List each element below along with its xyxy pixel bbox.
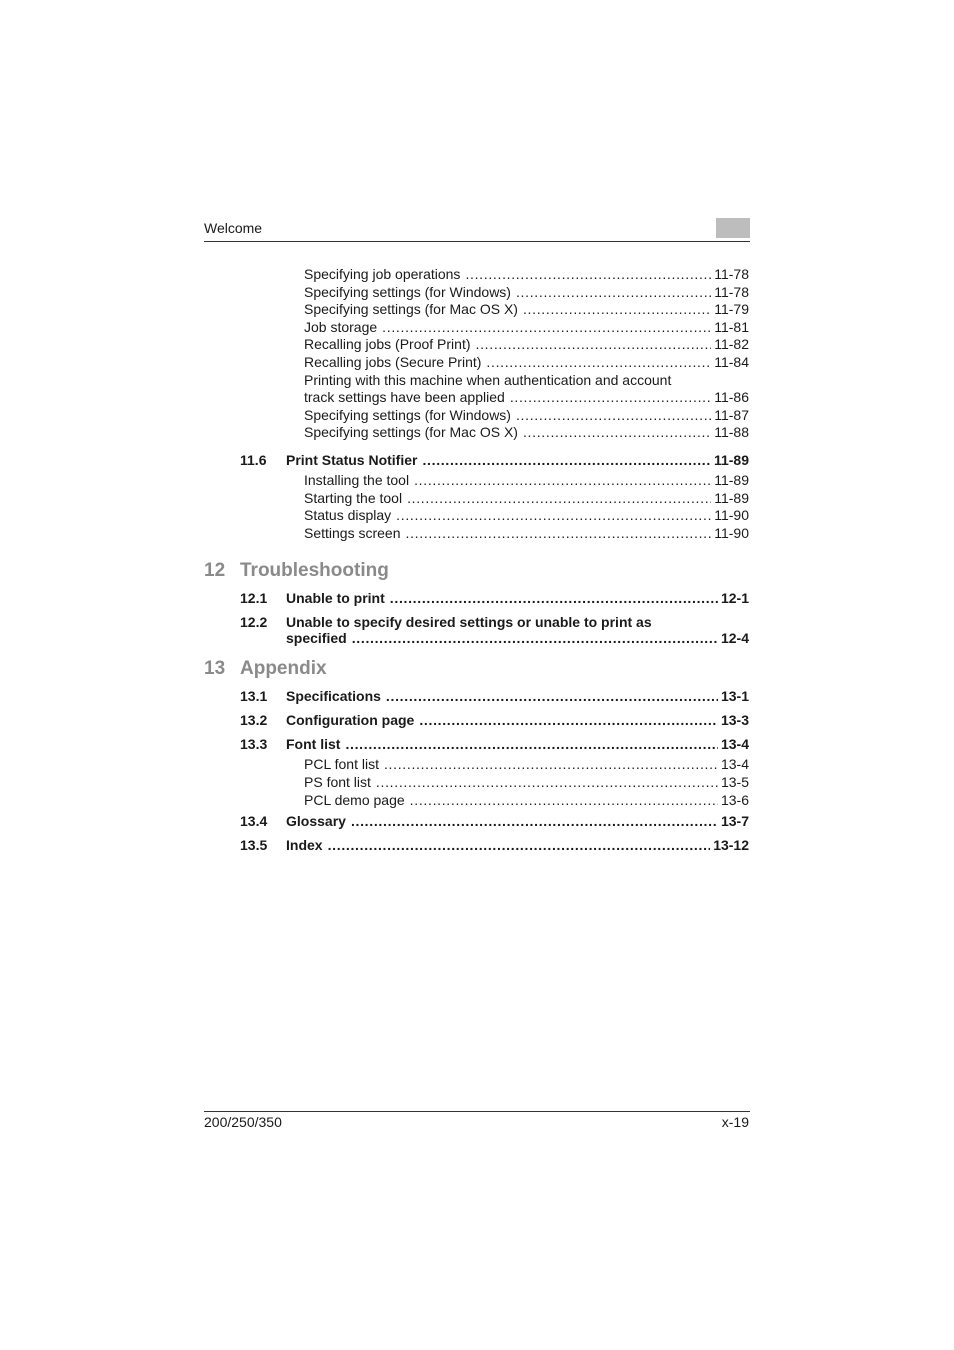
section-title-line2: specified xyxy=(286,630,347,647)
toc-entry-page: 11-90 xyxy=(714,507,749,524)
toc-entry-title: PCL font list xyxy=(304,756,379,773)
section-title: Glossary xyxy=(286,813,346,830)
footer-page-number: x-19 xyxy=(721,1114,749,1130)
toc-entry[interactable] xyxy=(304,490,749,508)
section-number: 11.6 xyxy=(240,451,267,468)
toc-entry-page: 11-82 xyxy=(714,336,749,353)
toc-entry[interactable] xyxy=(304,507,749,525)
toc-entry-wrapped-line2[interactable] xyxy=(304,389,749,407)
leader-dots xyxy=(414,472,711,490)
toc-entry-title: Recalling jobs (Proof Print) xyxy=(304,336,471,353)
toc-section-12-2[interactable] xyxy=(204,614,749,646)
toc-entry-page: 11-78 xyxy=(714,283,749,300)
toc-entry[interactable] xyxy=(304,354,749,372)
leader-dots xyxy=(396,507,711,525)
toc-entry-title: Job storage xyxy=(304,318,378,335)
toc-entry-page: 11-81 xyxy=(714,318,749,335)
leader-dots xyxy=(351,809,718,833)
toc-entry-title: PCL demo page xyxy=(304,791,405,808)
toc-entry-title: Specifying settings (for Windows) xyxy=(304,283,511,300)
leader-dots xyxy=(486,354,711,372)
section-title-line1: Unable to specify desired settings or unable to print as xyxy=(286,614,652,631)
chapter-number: 13 xyxy=(204,658,226,680)
toc-entry-page: 11-87 xyxy=(714,406,749,423)
leader-dots xyxy=(422,448,710,472)
toc-section-13-5[interactable] xyxy=(204,833,749,857)
toc-entry-title: Starting the tool xyxy=(304,489,403,506)
toc-entry-page: 11-90 xyxy=(714,524,749,541)
leader-dots xyxy=(516,407,711,425)
chapter-number: 12 xyxy=(204,560,226,582)
section-number: 13.4 xyxy=(240,813,268,830)
section-page: 13-12 xyxy=(713,837,749,854)
toc-entry-page: 13-4 xyxy=(720,756,749,773)
section-title: Configuration page xyxy=(286,712,415,729)
leader-dots xyxy=(523,301,711,319)
section-number: 13.5 xyxy=(240,837,268,854)
toc-entry-wrapped-line1[interactable] xyxy=(304,372,749,390)
toc-entry[interactable] xyxy=(304,756,749,774)
leader-dots xyxy=(384,756,718,774)
section-page: 12-4 xyxy=(720,630,749,647)
toc-entry-page: 11-78 xyxy=(714,266,749,282)
leader-dots xyxy=(376,774,718,792)
toc-entry-page: 11-86 xyxy=(714,389,749,406)
leader-dots xyxy=(476,336,712,354)
footer-model: 200/250/350 xyxy=(204,1114,282,1130)
leader-dots xyxy=(352,630,718,646)
chapter-title: Appendix xyxy=(240,658,327,680)
toc-entry-title: Specifying settings (for Mac OS X) xyxy=(304,301,518,318)
toc-entry[interactable] xyxy=(304,266,749,284)
toc-entry-title: Specifying settings (for Mac OS X) xyxy=(304,424,518,441)
footer-rule xyxy=(204,1111,750,1112)
toc-entry-title: Specifying job operations xyxy=(304,266,461,282)
toc-section-13-4[interactable] xyxy=(204,809,749,833)
toc-entry-page: 11-89 xyxy=(714,489,749,506)
toc-section-12-1[interactable] xyxy=(204,586,749,610)
section-title: Specifications xyxy=(286,688,381,705)
section-page: 13-7 xyxy=(720,813,749,830)
section-page: 11-89 xyxy=(713,451,749,468)
section-title: Unable to print xyxy=(286,590,385,607)
section-number: 12.2 xyxy=(240,614,268,631)
chapter-heading-12[interactable] xyxy=(204,556,749,586)
header-rule xyxy=(204,241,750,242)
leader-dots xyxy=(386,684,718,708)
toc-entry[interactable] xyxy=(304,407,749,425)
leader-dots xyxy=(410,792,718,810)
section-number: 13.3 xyxy=(240,736,268,753)
section-number: 13.2 xyxy=(240,712,268,729)
section-title: Print Status Notifier xyxy=(286,451,418,468)
section-page: 13-4 xyxy=(720,736,749,753)
toc-entry-title: Recalling jobs (Secure Print) xyxy=(304,353,482,370)
toc-entry[interactable] xyxy=(304,301,749,319)
toc-entry[interactable] xyxy=(304,319,749,337)
toc-entry[interactable] xyxy=(304,774,749,792)
leader-dots xyxy=(419,708,718,732)
toc-entry[interactable] xyxy=(304,525,749,543)
toc-entry-title: PS font list xyxy=(304,773,371,790)
toc-entry-page: 11-88 xyxy=(714,424,749,441)
toc-entry[interactable] xyxy=(304,284,749,302)
toc-entry-page: 11-84 xyxy=(714,353,749,370)
toc-entry[interactable] xyxy=(304,336,749,354)
section-title: Index xyxy=(286,837,323,854)
toc-entry-title: Specifying settings (for Windows) xyxy=(304,406,511,423)
leader-dots xyxy=(407,490,711,508)
section-page: 13-3 xyxy=(720,712,749,729)
toc-entry-page: 11-89 xyxy=(714,471,749,488)
header-title: Welcome xyxy=(204,220,263,236)
leader-dots xyxy=(465,266,711,284)
section-number: 13.1 xyxy=(240,688,268,705)
toc-entry[interactable] xyxy=(304,424,749,442)
toc-entry-title: Printing with this machine when authentication and account xyxy=(304,371,672,388)
section-number: 12.1 xyxy=(240,590,268,607)
leader-dots xyxy=(382,319,711,337)
toc-entry[interactable] xyxy=(304,472,749,490)
toc-section-13-3[interactable] xyxy=(204,732,749,756)
leader-dots xyxy=(510,389,711,407)
leader-dots xyxy=(523,424,711,442)
leader-dots xyxy=(328,833,711,857)
toc-entry-title: Status display xyxy=(304,507,392,524)
toc-entry-title: Installing the tool xyxy=(304,471,410,488)
toc-entry-page: 13-6 xyxy=(720,791,749,808)
leader-dots xyxy=(345,732,718,756)
toc-section-13-2[interactable] xyxy=(204,708,749,732)
toc-entry-title: track settings have been applied xyxy=(304,389,505,406)
toc-entry-title: Settings screen xyxy=(304,524,401,541)
header-tab-marker xyxy=(716,218,750,238)
leader-dots xyxy=(516,284,711,302)
chapter-title: Troubleshooting xyxy=(240,560,389,582)
toc-entry-page: 11-79 xyxy=(714,301,749,318)
chapter-heading-13[interactable] xyxy=(204,654,749,684)
toc-entry[interactable] xyxy=(304,792,749,810)
toc-entry-page: 13-5 xyxy=(720,773,749,790)
leader-dots xyxy=(390,586,718,610)
toc-section-13-1[interactable] xyxy=(204,684,749,708)
table-of-contents xyxy=(204,266,749,857)
toc-section-11-6[interactable] xyxy=(204,448,749,472)
section-page: 12-1 xyxy=(720,590,749,607)
section-title: Font list xyxy=(286,736,341,753)
section-page: 13-1 xyxy=(720,688,749,705)
leader-dots xyxy=(406,525,712,543)
